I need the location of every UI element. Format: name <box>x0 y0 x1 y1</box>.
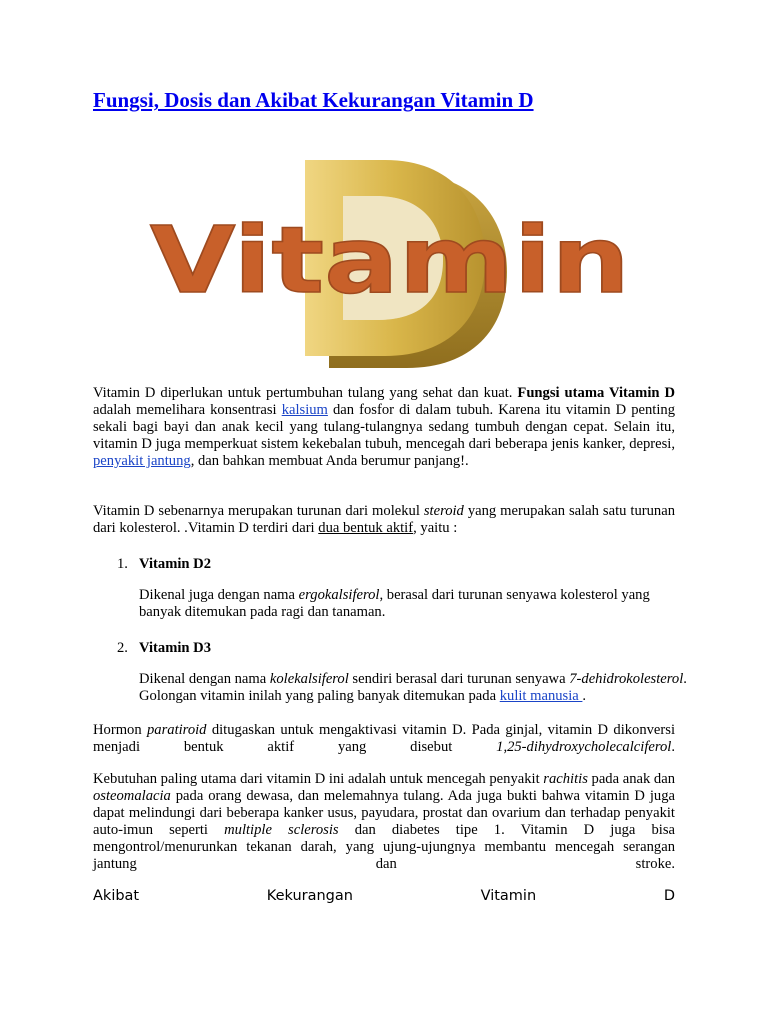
section-heading-akibat <box>93 888 675 905</box>
list-number-1: 1. <box>117 556 128 572</box>
list-heading-d3: Vitamin D3 <box>139 640 212 656</box>
hero-word: Vitamin <box>150 207 630 314</box>
kalsium-link[interactable]: kalsium <box>281 402 328 418</box>
hormon-paragraph: Hormon paratiroid ditugaskan untuk mengaktivasi vitamin D. Pada ginjal, vitamin D dikonversi menjadi bentuk aktif yang disebut 1,25-dihydroxycholecalciferol. <box>93 722 676 755</box>
list-item-d3-text: Dikenal dengan nama kolekalsiferol sendiri berasal dari turunan senyawa 7-dehidrokolesterol. Golongan vitamin inilah yang paling banyak ditemukan pada kulit manusia . <box>139 671 687 704</box>
kulit-manusia-link[interactable]: kulit manusia <box>499 688 583 704</box>
steroid-paragraph: Vitamin D sebenarnya merupakan turunan dari molekul steroid yang merupakan salah satu turunan dari kolesterol. .Vitamin D terdiri dari dua bentuk aktif, yaitu : <box>93 503 675 536</box>
intro-paragraph: Vitamin D diperlukan untuk pertumbuhan tulang yang sehat dan kuat. Fungsi utama Vitamin D adalah memelihara konsentrasi kalsium dan fosfor di dalam tubuh. Karena itu vitamin D penting sekali bagi bayi dan anak kecil yang tulang-tulangnya sedang tumbuh dengan cepat. Selain itu, vitamin D juga memperkuat sistem kekebalan tubuh, mencegah dari beberapa jenis kanker, depresi, penyakit jantung, dan bahkan membuat Anda berumur panjang!. <box>93 385 675 469</box>
list-item-d2-text: Dikenal juga dengan nama ergokalsiferol, berasal dari turunan senyawa kolesterol yang banyak ditemukan pada ragi dan tanaman. <box>139 587 650 620</box>
list-number-2: 2. <box>117 640 128 656</box>
kebutuhan-paragraph: Kebutuhan paling utama dari vitamin D ini adalah untuk mencegah penyakit rachitis pada anak dan osteomalacia pada orang dewasa, dan melemahnya tulang. Ada juga bukti bahwa vitamin D juga dapat melindungi dari beberapa kanker usus, payudara, prostat dan ovarium dan terhadap penyakit auto-imun seperti multiple sclerosis dan diabetes tipe 1. Vitamin D juga bisa mengontrol/menurunkan tekanan darah, yang ujung-ujungnya membantu mencegah serangan jantung dan stroke. <box>93 771 676 872</box>
heading-word: Akibat <box>93 888 140 904</box>
heading-word: D <box>663 888 675 904</box>
heading-word: Kekurangan <box>266 888 353 904</box>
vitamin-d-logo-graphic <box>145 156 635 368</box>
title-link[interactable]: Fungsi, Dosis dan Akibat Kekurangan Vitamin D <box>93 88 534 112</box>
penyakit-jantung-link[interactable]: penyakit jantung <box>93 453 191 469</box>
list-heading-d2: Vitamin D2 <box>139 556 212 572</box>
page-title <box>93 86 534 114</box>
vitamin-d-image <box>145 156 635 368</box>
heading-word: Vitamin <box>480 888 537 904</box>
